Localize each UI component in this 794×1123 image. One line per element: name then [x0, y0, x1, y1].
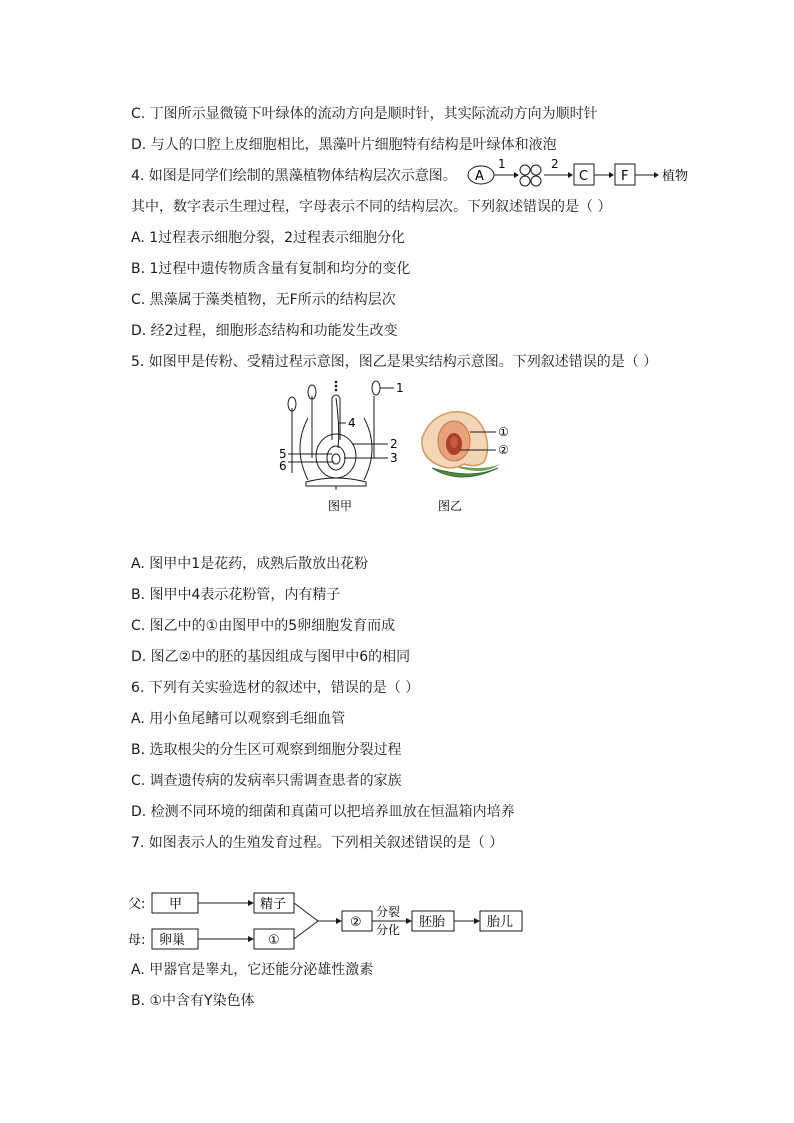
- flow-label-c: C: [579, 169, 589, 184]
- q3-option-d: D. 与人的口腔上皮细胞相比，黑藻叶片细胞特有结构是叶绿体和液泡: [131, 137, 557, 153]
- flow-arrowhead-4: [654, 172, 659, 178]
- q4-option-b: B. 1过程中遗传物质含量有复制和均分的变化: [131, 261, 411, 277]
- flow-arrowhead-2: [568, 172, 573, 178]
- flow-arrowhead-1: [514, 172, 519, 178]
- text-sperm: 精子: [260, 897, 287, 912]
- flow-cluster-cell: [520, 165, 530, 175]
- q7-option-b: B. ①中含有Y染色体: [131, 993, 255, 1009]
- flow-label-f: F: [621, 169, 629, 184]
- q7-reproduction-diagram: [128, 888, 548, 954]
- q4-option-d: D. 经2过程，细胞形态结构和功能发生改变: [131, 323, 398, 339]
- flow-label-a: A: [475, 169, 484, 184]
- pollen-dot: [335, 385, 338, 388]
- q6-option-c: C. 调查遗传病的发病率只需调查患者的家族: [131, 773, 402, 789]
- arrowhead: [248, 936, 254, 942]
- ovule: [327, 446, 345, 470]
- text-embryo: 胚胎: [419, 915, 446, 930]
- figure-a-caption: 图甲: [328, 499, 353, 513]
- flow-arrowhead-3: [609, 172, 614, 178]
- arrowhead: [406, 918, 412, 924]
- text-differentiation: 分化: [376, 923, 401, 937]
- arrowhead: [336, 918, 342, 924]
- label-4: 4: [348, 416, 356, 430]
- q4-stem-b: 其中，数字表示生理过程，字母表示不同的结构层次。下列叙述错误的是（ ）: [131, 199, 612, 215]
- pollen-dot: [335, 381, 338, 384]
- q4-option-c: C. 黑藻属于藻类植物，无F所示的结构层次: [131, 292, 396, 308]
- arrowhead: [474, 918, 480, 924]
- text-circle-2: ②: [350, 915, 362, 930]
- flower-petal-right: [364, 418, 372, 480]
- label-mother: 母:: [128, 933, 146, 948]
- flow-label-plant: 植物: [662, 169, 689, 184]
- q5-option-c: C. 图乙中的①由图甲中的5卵细胞发育而成: [131, 618, 396, 634]
- q3-option-c: C. 丁图所示显微镜下叶绿体的流动方向是顺时针，其实际流动方向为顺时针: [131, 106, 598, 122]
- label-1: 1: [396, 381, 404, 395]
- label-father: 父:: [128, 897, 146, 912]
- q6-option-a: A. 用小鱼尾鳍可以观察到毛细血管: [131, 711, 346, 727]
- label-6: 6: [279, 459, 287, 473]
- q5-option-b: B. 图甲中4表示花粉管，内有精子: [131, 587, 341, 603]
- text-circle-1: ①: [268, 933, 280, 948]
- q5-figure-flower: [278, 378, 410, 518]
- merge-line-top: [294, 903, 318, 921]
- q6-option-d: D. 检测不同环境的细菌和真菌可以把培养皿放在恒温箱内培养: [131, 804, 515, 820]
- flower-petal-left: [300, 418, 308, 480]
- q4-stem-a: 4. 如图是同学们绘制的黑藻植物体结构层次示意图。: [131, 168, 457, 184]
- label-5: 5: [279, 447, 287, 461]
- arrowhead: [248, 900, 254, 906]
- text-division: 分裂: [376, 905, 401, 919]
- q5-stem: 5. 如图甲是传粉、受精过程示意图，图乙是果实结构示意图。下列叙述错误的是（ ）: [131, 354, 658, 370]
- text-fetus: 胎儿: [487, 915, 514, 930]
- fruit-seed-highlight: [450, 436, 458, 448]
- flow-cluster-cell: [531, 176, 541, 186]
- label-c1: ①: [498, 425, 509, 439]
- stamen-anther: [372, 381, 380, 395]
- q5-option-d: D. 图乙②中的胚的基因组成与图甲中6的相同: [131, 649, 411, 665]
- q6-stem: 6. 下列有关实验选材的叙述中，错误的是（ ）: [131, 680, 420, 696]
- flow-cluster-cell: [531, 165, 541, 175]
- q5-figure-fruit: [412, 406, 524, 518]
- figure-b-caption: 图乙: [438, 499, 463, 513]
- q7-stem: 7. 如图表示人的生殖发育过程。下列相关叙述错误的是（ ）: [131, 835, 504, 851]
- flow-step-2: 2: [551, 158, 559, 171]
- merge-line-bottom: [294, 921, 318, 939]
- label-3: 3: [390, 451, 398, 465]
- ovary: [316, 434, 356, 478]
- flow-step-1: 1: [498, 158, 506, 171]
- q7-option-a: A. 甲器官是睾丸，它还能分泌雄性激素: [131, 962, 374, 978]
- q4-option-a: A. 1过程表示细胞分裂，2过程表示细胞分化: [131, 230, 406, 246]
- label-2: 2: [390, 437, 398, 451]
- q6-option-b: B. 选取根尖的分生区可观察到细胞分裂过程: [131, 742, 402, 758]
- q4-flow-diagram: [464, 158, 700, 190]
- q5-option-a: A. 图甲中1是花药，成熟后散放出花粉: [131, 556, 369, 572]
- text-jia: 甲: [169, 897, 183, 912]
- flower-receptacle: [306, 478, 366, 486]
- label-c2: ②: [498, 443, 509, 457]
- pollen-dot: [335, 389, 338, 392]
- flow-cluster-cell: [520, 176, 530, 186]
- text-ovary: 卵巢: [159, 933, 186, 948]
